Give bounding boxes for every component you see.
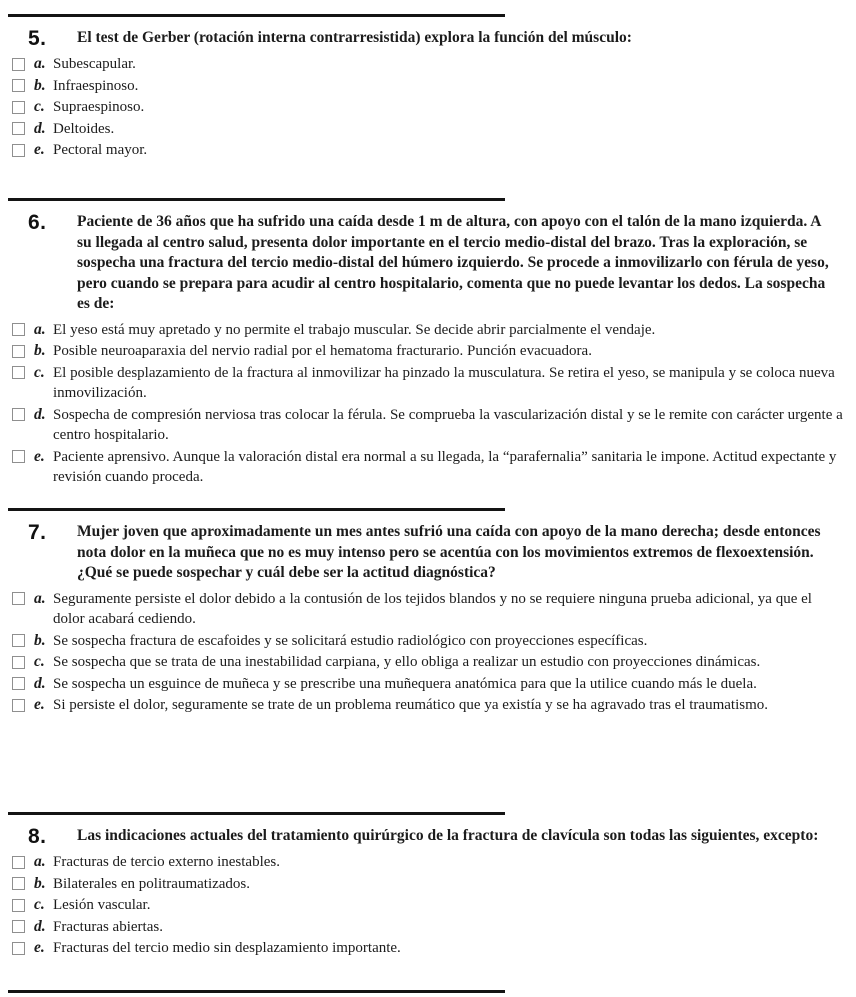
separator-line <box>8 812 505 815</box>
option-row <box>12 589 856 630</box>
option-letter: b. <box>34 342 46 359</box>
option-row <box>12 938 856 959</box>
answer-checkbox[interactable] <box>12 144 25 157</box>
question-stem: Mujer joven que aproximadamente un mes antes sufrió una caída con apoyo de la mano derecha; desde entonces nota dolor en la muñeca que no es muy intenso pero se acentúa con los movimientos extremos de flexoextensión. ¿Qué se puede sospechar y cuál debe ser la actitud diagnóstica? <box>77 523 821 581</box>
option-text: Bilaterales en politraumatizados. <box>53 875 251 892</box>
question-block <box>8 812 856 960</box>
question-number: 7. <box>28 521 47 544</box>
option-row <box>12 852 856 873</box>
option-row <box>12 652 856 673</box>
option-row <box>12 917 856 938</box>
option-letter: c. <box>34 363 45 381</box>
option-row <box>12 874 856 895</box>
answer-checkbox[interactable] <box>12 450 25 463</box>
option-text: Posible neuroaparaxia del nervio radial por el hematoma fracturario. Punción evacuadora. <box>53 343 592 359</box>
option-text: Sospecha de compresión nerviosa tras colocar la férula. Se comprueba la vascularización distal y se le remite con carácter urgente a centro hospitalario. <box>53 406 843 443</box>
answer-checkbox[interactable] <box>12 323 25 336</box>
option-letter: d. <box>34 405 46 423</box>
option-row <box>12 405 856 446</box>
option-letter: e. <box>34 939 45 956</box>
option-letter: a. <box>34 853 46 870</box>
option-letter: c. <box>34 653 45 670</box>
option-text: Se sospecha fractura de escafoides y se solicitará estudio radiológico con proyecciones específicas. <box>53 632 648 649</box>
question-block <box>8 508 856 717</box>
option-letter: a. <box>34 55 46 72</box>
option-row <box>12 895 856 916</box>
answer-checkbox[interactable] <box>12 79 25 92</box>
option-text: Lesión vascular. <box>53 897 151 913</box>
option-row <box>12 54 856 75</box>
answer-checkbox[interactable] <box>12 634 25 647</box>
option-letter: e. <box>34 141 45 158</box>
answer-checkbox[interactable] <box>12 899 25 912</box>
option-letter: d. <box>34 674 46 692</box>
option-text: Deltoides. <box>53 120 115 137</box>
option-row <box>12 76 856 97</box>
question-block <box>8 14 856 162</box>
answer-checkbox[interactable] <box>12 592 25 605</box>
option-letter: b. <box>34 631 46 649</box>
option-letter: d. <box>34 917 46 935</box>
option-row <box>12 447 856 488</box>
option-letter: e. <box>34 696 45 713</box>
question-header <box>8 212 856 315</box>
option-row <box>12 320 856 341</box>
answer-checkbox[interactable] <box>12 408 25 421</box>
option-letter: d. <box>34 119 46 137</box>
answer-checkbox[interactable] <box>12 677 25 690</box>
answer-checkbox[interactable] <box>12 942 25 955</box>
option-letter: a. <box>34 320 46 338</box>
option-text: Seguramente persiste el dolor debido a la contusión de los tejidos blandos y no se requiere ninguna prueba adicional, ya que el dolor acabará cediendo. <box>53 590 812 627</box>
option-row <box>12 341 856 362</box>
answer-checkbox[interactable] <box>12 58 25 71</box>
option-row <box>12 119 856 140</box>
option-text: Si persiste el dolor, seguramente se trate de un problema reumático que ya existía y se ha agravado tras el traumatismo. <box>53 697 768 713</box>
option-text: Subescapular. <box>53 56 136 72</box>
answer-checkbox[interactable] <box>12 122 25 135</box>
option-letter: b. <box>34 874 46 892</box>
answer-checkbox[interactable] <box>12 877 25 890</box>
question-header <box>8 28 856 49</box>
separator-line <box>8 508 505 511</box>
answer-checkbox[interactable] <box>12 366 25 379</box>
separator-line <box>8 198 505 201</box>
option-text: Se sospecha que se trata de una inestabilidad carpiana, y ello obliga a realizar un estudio con proyecciones dinámicas. <box>53 654 761 670</box>
option-text: Se sospecha un esguince de muñeca y se prescribe una muñequera anatómica para que la utilice cuando más le duela. <box>53 675 757 692</box>
question-stem: Las indicaciones actuales del tratamiento quirúrgico de la fractura de clavícula son todas las siguientes, excepto: <box>77 827 819 844</box>
option-row <box>12 363 856 404</box>
question-stem: Paciente de 36 años que ha sufrido una caída desde 1 m de altura, con apoyo con el talón de la mano izquierda. A su llegada al centro salud, presenta dolor importante en el tercio medio-distal del brazo. Tras la exploración, se sospecha una fractura del tercio medio-distal del húmero izquierdo. Se procede a inmovilizarlo con férula de yeso, pero cuando se prepara para acudir al centro hospitalario, comenta que no puede levantar los dedos. La sospecha es de: <box>77 213 829 312</box>
option-row <box>12 140 856 161</box>
option-text: Supraespinoso. <box>53 99 145 115</box>
option-row <box>12 674 856 695</box>
answer-checkbox[interactable] <box>12 920 25 933</box>
option-text: Fracturas de tercio externo inestables. <box>53 854 280 870</box>
option-letter: a. <box>34 589 46 607</box>
option-text: El posible desplazamiento de la fractura al inmovilizar ha pinzado la musculatura. Se retira el yeso, se manipula y se coloca nueva inmovilización. <box>53 364 835 401</box>
option-text: Fracturas del tercio medio sin desplazamiento importante. <box>53 940 401 956</box>
separator-line <box>8 14 505 17</box>
option-letter: c. <box>34 896 45 913</box>
answer-checkbox[interactable] <box>12 345 25 358</box>
option-row <box>12 631 856 652</box>
answer-checkbox[interactable] <box>12 699 25 712</box>
option-letter: b. <box>34 76 46 94</box>
answer-checkbox[interactable] <box>12 101 25 114</box>
option-text: Infraespinoso. <box>53 77 139 94</box>
question-number: 8. <box>28 825 47 848</box>
option-letter: c. <box>34 98 45 115</box>
option-text: El yeso está muy apretado y no permite el trabajo muscular. Se decide abrir parcialmente el vendaje. <box>53 321 656 338</box>
question-stem: El test de Gerber (rotación interna contrarresistida) explora la función del músculo: <box>77 29 632 46</box>
question-number: 5. <box>28 27 47 50</box>
option-text: Pectoral mayor. <box>53 142 148 158</box>
question-number: 6. <box>28 211 47 234</box>
answer-checkbox[interactable] <box>12 656 25 669</box>
separator-line <box>8 990 505 993</box>
option-text: Paciente aprensivo. Aunque la valoración distal era normal a su llegada, la “parafernalia” sanitaria le impone. Actitud expectante y revisión cuando proceda. <box>53 448 837 485</box>
option-row <box>12 695 856 716</box>
question-block <box>8 198 856 489</box>
question-header <box>8 522 856 584</box>
option-letter: e. <box>34 447 45 465</box>
question-header <box>8 826 856 847</box>
option-row <box>12 97 856 118</box>
answer-checkbox[interactable] <box>12 856 25 869</box>
option-text: Fracturas abiertas. <box>53 918 163 935</box>
